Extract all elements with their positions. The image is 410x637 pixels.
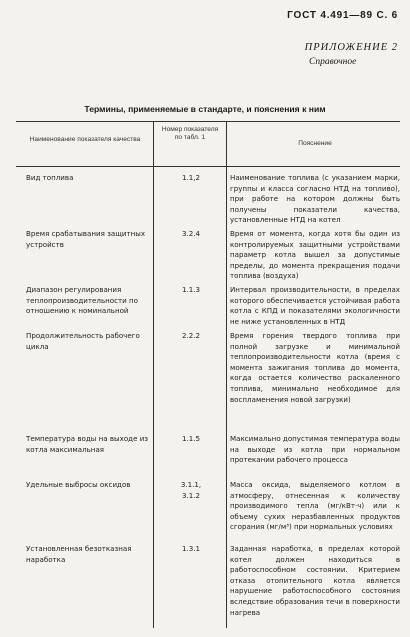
row-5-explanation: Максимально допустимая температура воды на выходе из котла при нормальном протекании рабочего процесса (230, 434, 401, 465)
row-3-explanation: Интервал производительности, в пределах которого обеспечивается устойчивая работа котла с КПД и показателями экологичности не ниже установленных в НТД (230, 285, 400, 326)
table-title: Термины, применяемые в стандарте, и пояснения к ним (84, 104, 326, 114)
row-4-number: 2.2.2 (181, 331, 201, 340)
row-2-number: 3.2.4 (181, 229, 201, 238)
row-4-name: Продолжительность рабочего цикла (26, 331, 140, 351)
table-top-rule (16, 121, 400, 122)
row-7-name: Установленная безотказная наработка (26, 544, 132, 564)
row-7-explanation: Заданная наработка, в пределах которой котел должен находиться в работоспособном состоянии. Критерием отказа отопительного котла является нарушение работоспособного состояния вследствие образования течи в поверхности нагрева (230, 544, 400, 617)
row-3-name: Диапазон регулирования теплопроизводительности по отношению к номинальной (26, 285, 138, 316)
row-4-explanation: Время горения твердого топлива при полной загрузке и минимальной теплопроизводительности котла (время с момента зажигания топлива до момента, когда остается количество раскаленного топлива, минимально необходимое для воспламенения новой загрузки) (230, 331, 400, 404)
row-1-number: 1.1,2 (181, 173, 201, 182)
column-header-number: Номер показателя по табл. 1 (161, 126, 219, 141)
table-header-rule (16, 166, 400, 167)
row-2-explanation: Время от момента, когда хотя бы один из контролируемых защитными устройствами параметр котла вышел за допустимые пределы, до момента прекращения подачи топлива (воздуха) (230, 229, 400, 281)
appendix-title: ПРИЛОЖЕНИЕ 2 (304, 42, 398, 53)
row-1-name: Вид топлива (26, 173, 74, 182)
column-divider-1 (153, 121, 154, 628)
appendix-subtitle: Справочное (309, 57, 357, 67)
row-5-number: 1.1.5 (181, 434, 201, 443)
row-1-explanation: Наименование топлива (с указанием марки, группы и класса согласно НТД на топливо), при работе на котором должны быть получены показатели качества, установленные НТД на котел (230, 173, 400, 225)
column-divider-2 (226, 121, 227, 628)
column-header-explanation: Пояснение (298, 140, 332, 147)
row-2-name: Время срабатывания защитных устройств (26, 229, 146, 249)
row-6-number: 3.1.1, 3.1.2 (180, 480, 202, 500)
column-header-name: Наименование показателя качества (29, 136, 141, 143)
row-7-number: 1.3.1 (181, 544, 201, 553)
row-6-explanation: Масса оксида, выделяемого котлом в атмосферу, отнесенная к количеству производимого тепла (мг/кВт·ч) или к объему сухих неразбавленных продуктов сгорания (мг/м³) при нормальных условиях (230, 480, 400, 532)
row-5-name: Температура воды на выходе из котла максимальная (26, 434, 149, 454)
row-6-name: Удельные выбросы оксидов (26, 480, 131, 489)
row-3-number: 1.1.3 (181, 285, 201, 294)
page-header: ГОСТ 4.491—89 С. 6 (287, 10, 398, 21)
